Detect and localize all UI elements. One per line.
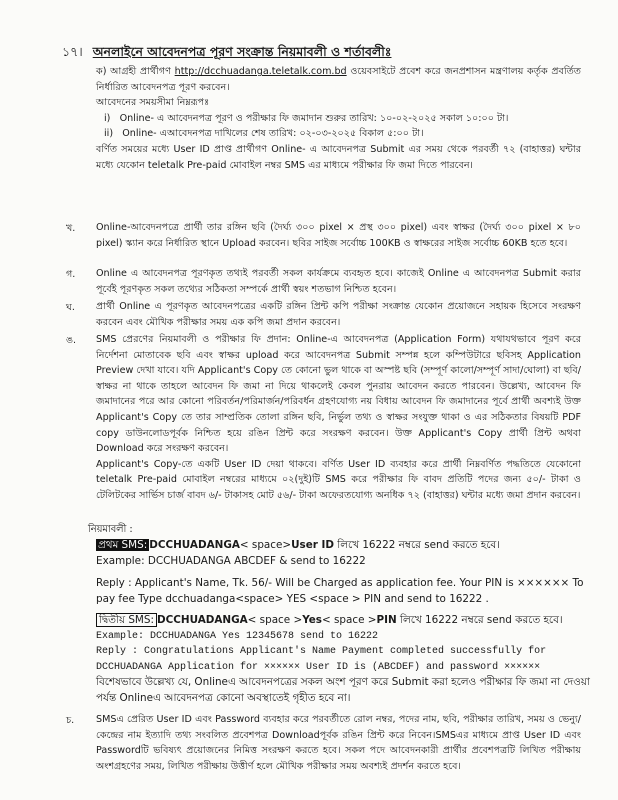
item-uma-marker: ঙ. [66,335,77,346]
item-cha-text: SMSএ প্রেরিত User ID এবং Password ব্যবহার করে পরবর্তীতে রোল নম্বর, পদের নাম, ছবি, পরীক্ষার তারিখ, সময় ও ভেন্যু/কেন্দ্রের নাম ইত্যাদি তথ্য সংবলিত প্রবেশপত্র Downloadপূর্বক রঙিন প্রিন্ট করে নিবেন।SMSএর মাধ্যমে প্রাপ্ত User ID এবং Passwordটি ভবিষ্যৎ প্রয়োজনের নিমিত্ত সংরক্ষণ করতে হবে। সকল পদে আবেদনকারী প্রার্থীর প্রবেশপত্রটি লিখিত পরীক্ষায় অংশগ্রহণের সময়, লিখিত পরীক্ষায় উত্তীর্ণ হলে মৌখিক পরীক্ষার সময় অবশ্যই প্রদর্শন করতে হবে। [96,714,581,772]
item-gha-text: প্রার্থী Online এ পূরণকৃত আবেদনপত্রের একটি রঙ্গিন প্রিন্ট কপি পরীক্ষা সংক্রান্ত যেকোন প্রয়োজনে সহায়ক হিসেবে সংরক্ষণ করবেন এবং মৌখিক পরীক্ষার সময় এক কপি জমা প্রদান করবেন। [96,301,581,328]
schedule-item: ii) Online- এআবেদনপত্র দাখিলের শেষ তারিখ: ০২-০৩-২০২৫ বিকাল ৫:০০ টা। [104,128,424,140]
sms2-example: Example: DCCHUADANGA Yes 12345678 send to 16222 [96,630,379,642]
sms1-reply: Reply : Applicant's Name, Tk. 56/- Will be Charged as application fee. Your PIN is ×××××× To pay fee Type dcchuadanga<space> YES <space > PIN and send to 16222 . [96,577,584,605]
sms2-format: দ্বিতীয় SMS: DCCHUADANGA< space >Yes< space >PIN লিখে 16222 নম্বরে send করতে হবে। [96,613,591,629]
website-link[interactable]: http://dcchuadanga.teletalk.com.bd [174,66,347,77]
item-gha-marker: ঘ. [66,302,75,313]
section-heading [62,44,391,64]
sms2-block [96,613,591,707]
item-uma [96,332,581,504]
item-cha-marker: চ. [66,715,75,726]
item-ka [96,64,581,173]
sms1-block [96,538,591,607]
sms1-format: প্রথম SMS: DCCHUADANGA< space>User ID লিখে 16222 নম্বরে send করতে হবে। [98,539,500,551]
sms2-note: বিশেষভাবে উল্লেখ্য যে, Onlineএ আবেদনপত্রের সকল অংশ পূরণ করে Submit করা হলেও পরীক্ষার ফি জমা না দেওয়া পর্যন্ত Onlineএ আবেদনপত্র কোনো অবস্থাতেই গৃহীত হবে না। [96,676,590,704]
section-number: ১৭। [62,44,83,59]
item-ka-intro: ক) আগ্রহী প্রার্থীগণ http://dcchuadanga.teletalk.com.bd ওয়েবসাইটে প্রবেশ করে জনপ্রশাসন মন্ত্রণালয় কর্তৃক প্রবর্তিত নির্ধারিত আবেদনপত্র পূরণ করবেন। [96,66,581,93]
item-uma-text: SMS প্রেরণের নিয়মাবলী ও পরীক্ষার ফি প্রদান: Online-এ আবেদনপত্র (Application Form) যথাযথভাবে পূরণ করে নির্দেশনা মোতাবেক ছবি এবং স্বাক্ষর upload করে আবেদনপত্র Submit সম্পন্ন হলে কম্পিউটারে ছবিসহ Application Preview দেখা যাবে। যদি Applicant's Copy তে কোনো ভুল থাকে বা অস্পষ্ট ছবি (সম্পূর্ণ কালো/সম্পূর্ণ সাদা/ঘোলা) বা ছবি/স্বাক্ষর না থাকে তাহলে আবেদন ফি জমা না দিয়ে থাকলেই কেবল পুনরায় আবেদন করতে পারবেন। উল্লেখ্য, আবেদন ফি জমাদানের পরে আর কোনো পরিবর্তন/পরিমার্জন/পরিবর্ধন গ্রহণযোগ্য নয় বিধায় আবেদন ফি জমাদানের পূর্বে প্রার্থী অবশ্যই উক্ত Applicant's Copy তে তার সাম্প্রতিক তোলা রঙ্গিন ছবি, নির্ভুল তথ্য ও স্বাক্ষর সংযুক্ত থাকা ও এর সঠিকতার বিষয়টি PDF copy ডাউনলোডপূর্বক নিশ্চিত হয়ে রঙিন প্রিন্ট করে সংরক্ষণ করবেন। উক্ত Applicant's Copy প্রার্থী প্রিন্ট অথবা Download করে সংরক্ষণ করবেন। [96,334,581,455]
sms1-example: Example: DCCHUADANGA ABCDEF & send to 16222 [96,554,366,567]
sms2-reply: Reply : Congratulations Applicant's Name Payment completed successfully for DCCHUADANGA Application for ×××××× User ID is (ABCDEF) and password ×××××× [96,646,547,673]
rules-label: নিয়মাবলী : [88,524,133,535]
item-kha-marker: খ. [66,223,76,234]
schedule-item: i) Online- এ আবেদনপত্র পূরণ ও পরীক্ষার ফি জমাদান শুরুর তারিখ: ১০-০২-২০২৫ সকাল ১০:০০ টা। [104,112,509,124]
sms2-badge: দ্বিতীয় SMS: [96,613,157,627]
sms1-badge: প্রথম SMS: [98,539,148,551]
item-ga-marker: গ. [66,269,76,280]
item-kha-text: Online-আবেদনপত্রে প্রার্থী তার রঙ্গিন ছবি (দৈর্ঘ্য ৩০০ pixel × প্রস্থ ৩০০ pixel) এবং স্বাক্ষর (দৈর্ঘ্য ৩০০ pixel × ৮০ pixel) স্ক্যান করে নির্ধারিত স্থানে Upload করবেন। ছবির সাইজ সর্বোচ্চ 100KB ও স্বাক্ষরের সাইজ সর্বোচ্চ 60KB হতে হবে। [96,222,581,249]
section-title: অনলাইনে আবেদনপত্র পূরণ সংক্রান্ত নিয়মাবলী ও শর্তাবলীঃ [92,44,392,59]
schedule-title: আবেদনের সময়সীমা নিম্নরূপঃ [96,97,210,109]
item-ga-text: Online এ আবেদনপত্র পূরণকৃত তথ্যই পরবর্তী সকল কার্যক্রমে ব্যবহৃত হবে। কাজেই Online এ আবেদনপত্র Submit করার পূর্বেই পূরণকৃত সকল তথ্যের সঠিকতা সম্পর্কে প্রার্থী স্বয়ং শতভাগ নিশ্চিত হবেন। [96,268,581,295]
item-ka-note: বর্ণিত সময়ের মধ্যে User ID প্রাপ্ত প্রার্থীগণ Online- এ আবেদনপত্র Submit এর সময় থেকে পরবর্তী ৭২ (বাহাত্তর) ঘন্টার মধ্যে যেকোন teletalk Pre-paid মোবাইল নম্বর SMS এর মাধ্যমে পরীক্ষার ফি জমা দিতে পারবেন। [96,143,581,171]
item-uma-text2: Applicant's Copy-তে একটি User ID দেয়া থাকবে। বর্ণিত User ID ব্যবহার করে প্রার্থী নিম্নবর্ণিত পদ্ধতিতে যেকোনো teletalk Pre-paid মোবাইল নম্বরের মাধ্যমে ০২(দুই)টি SMS করে পরীক্ষার ফি বাবদ প্রতিটি পদের জন্য ৫০/- টাকা ও টেলিটকের সার্ভিস চার্জ বাবদ ৬/- টাকাসহ মোট ৫৬/- টাকা অফেরতযোগ্য অনধিক ৭২ (বাহাত্তর) ঘন্টার মধ্যে জমা প্রদান করবেন। [96,458,581,501]
